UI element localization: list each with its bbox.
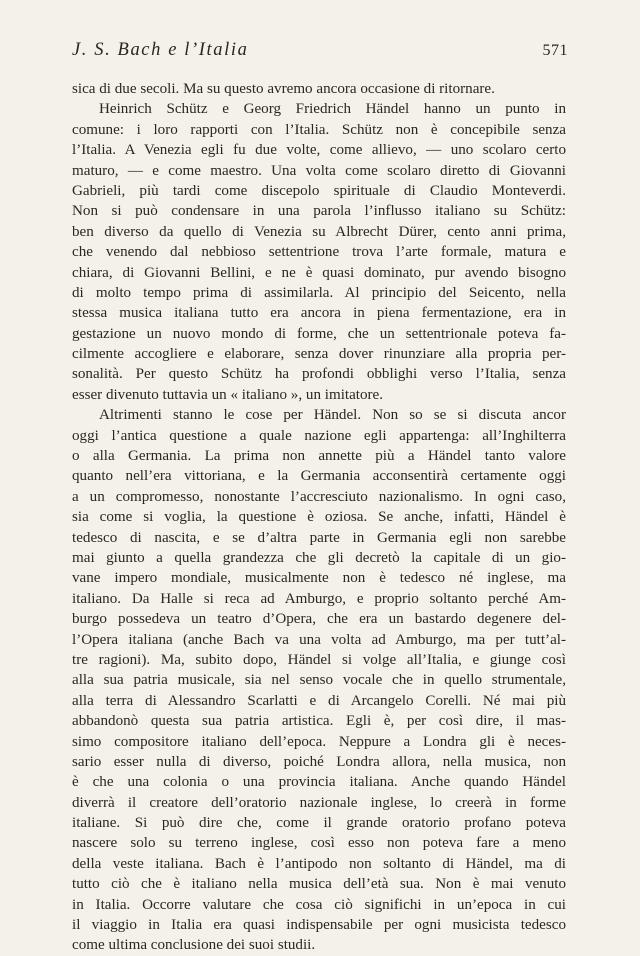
text-line: stessa musica italiana tutto era ancora in piena fermentazione, era in — [72, 305, 566, 322]
text-line: che venendo dal nebbioso settentrione trova l’arte formale, matura e — [72, 244, 566, 261]
text-line: diverrà il creatore dell’oratorio nazionale inglese, lo creerà in forme — [72, 794, 566, 811]
text-line: della veste italiana. Bach è l’antipodo non soltanto di Händel, ma di — [72, 855, 566, 872]
text-line: Non si può condensare in una parola l’influsso italiano su Schütz: — [72, 203, 566, 220]
text-line: sica di due secoli. Ma su questo avremo ancora occasione di ritornare. — [72, 81, 495, 97]
text-line: maturo, — e come maestro. Una volta come scolaro diretto di Giovanni — [72, 162, 566, 179]
text-line: nascere solo su terreno inglese, così esso non poteva fare a meno — [72, 835, 566, 852]
text-line: tre ragioni). Ma, subito dopo, Händel si volge all’Italia, e giunge così — [72, 651, 566, 668]
text-line: burgo possedeva un teatro d’Opera, che era un bastardo degenere del- — [72, 611, 566, 628]
text-line: oggi l’antica questione a quale nazione egli appartenga: all’Inghilterra — [72, 427, 566, 444]
text-line: gestazione un nuovo mondo di forme, che un settentrionale poteva fa- — [72, 325, 566, 342]
text-line: alla terra di Alessandro Scarlatti e di Arcangelo Corelli. Né mai più — [72, 692, 566, 709]
text-line: simo compositore italiano dell’epoca. Neppure a Londra gli è neces- — [72, 733, 566, 750]
text-line: vane impero mondiale, musicalmente non è tedesco né inglese, ma — [72, 570, 566, 587]
text-line: l’Opera italiana (anche Bach va una volta ad Amburgo, ma per tutt’al- — [72, 631, 566, 648]
text-line: ben diverso da quello di Venezia su Albrecht Dürer, cento anni prima, — [72, 223, 566, 240]
running-head — [72, 40, 568, 66]
text-line: Altrimenti stanno le cose per Händel. Non so se si discuta ancor — [99, 407, 566, 424]
page-number: 571 — [542, 42, 568, 59]
text-line: Gabrieli, più tardi come discepolo spirituale di Claudio Monteverdi. — [72, 182, 566, 199]
text-line: tedesco di nascita, e se d’altra parte in Germania egli non sarebbe — [72, 529, 566, 546]
text-line: come ultima conclusione dei suoi studii. — [72, 937, 316, 954]
running-title: J. S. Bach e l’Italia — [72, 40, 249, 60]
text-line: italiano. Da Halle si reca ad Amburgo, e proprio soltanto perché Am- — [72, 590, 566, 607]
text-line: in Italia. Occorre valutare che cosa ciò significhi in un’epoca in cui — [72, 896, 566, 913]
text-line: sia come si voglia, la questione è oziosa. Se anche, infatti, Händel è — [72, 509, 566, 526]
text-line: è che una colonia o una provincia italiana. Anche quando Händel — [72, 774, 566, 791]
text-line: alla sua patria musicale, sia nel senso vocale che in quello strumentale, — [72, 672, 566, 689]
text-line: italiane. Si può dire che, come il grande oratorio profano poteva — [72, 815, 566, 832]
text-line: abbandonò questa sua patria artistica. Egli è, per così dire, il mas- — [72, 713, 566, 730]
text-line: cilmente accogliere e elaborare, senza dover rinunziare alla propria per- — [72, 346, 566, 363]
text-line: sonalità. Per questo Schütz ha profondi obblighi verso l’Italia, senza — [72, 366, 566, 383]
text-line: di molto tempo prima di assimilarla. Al principio del Seicento, nella — [72, 284, 566, 301]
body-text — [72, 79, 566, 956]
text-line: l’Italia. A Venezia egli fu due volte, come allievo, — uno scolaro certo — [72, 142, 566, 159]
text-line: Heinrich Schütz e Georg Friedrich Händel hanno un punto in — [99, 101, 566, 118]
text-line: il viaggio in Italia era quasi indispensabile per ogni musicista tedesco — [72, 917, 566, 934]
text-line: sario esser nulla di diverso, poiché Londra allora, nella musica, non — [72, 753, 566, 770]
text-line: comune: i loro rapporti con l’Italia. Schütz non è concepibile senza — [72, 121, 566, 138]
text-line: o alla Germania. La prima non annette più a Händel tanto valore — [72, 448, 566, 465]
text-line: tutto ciò che è italiano nella musica dell’età sua. Non è mai venuto — [72, 876, 566, 893]
text-line: chiara, di Giovanni Bellini, e ne è quasi dominato, pur avendo bisogno — [72, 264, 566, 281]
text-line: a un compromesso, nonostante l’accresciuto nazionalismo. In ogni caso, — [72, 488, 566, 505]
text-line: quanto nell’era vittoriana, e la Germania acconsentirà certamente oggi — [72, 468, 566, 485]
text-line: mai giunto a quella grandezza che gli decretò la capitale di un gio- — [72, 549, 566, 566]
text-line: esser divenuto tuttavia un « italiano », un imitatore. — [72, 386, 384, 403]
